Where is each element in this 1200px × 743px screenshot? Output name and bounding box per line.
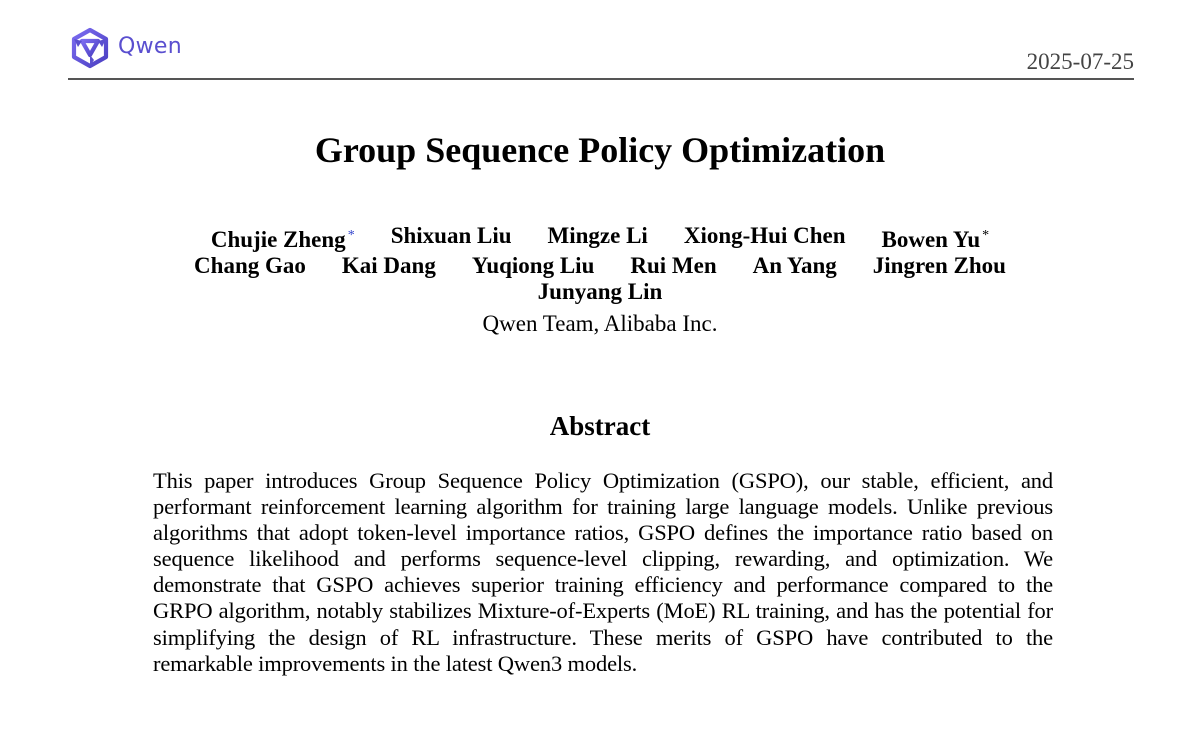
abstract-text: This paper introduces Group Sequence Policy Optimization (GSPO), our stable, efficient, and performant reinforcement learning algorithm for training large language models. Unlike previous algorithms that adopt token-level importance ratios, GSPO defines the importance ratio based on sequence likelihood and performs sequence-level clipping, rewarding, and optimization. We demonstrate that GSPO achieves superior training efficiency and performance compared to the GRPO algorithm, notably stabilizes Mixture-of-Experts (MoE) RL training, and has the potential for simplifying the design of RL infrastructure. These merits of GSPO have contributed to the remarkable improvements in the latest Qwen3 models. <box>153 468 1053 676</box>
author-row <box>0 223 1200 253</box>
qwen-logo <box>68 24 182 72</box>
author: Chujie Zheng * <box>210 227 355 252</box>
author: An Yang <box>752 253 837 278</box>
author: Xiong-Hui Chen <box>683 223 846 248</box>
equal-contribution-mark: * <box>982 228 990 243</box>
publication-date: 2025-07-25 <box>1026 49 1134 74</box>
author: Shixuan Liu <box>390 223 512 248</box>
author: Chang Gao <box>194 253 306 278</box>
author: Yuqiong Liu <box>471 253 595 278</box>
author-row <box>0 279 1200 305</box>
abstract-heading: Abstract <box>549 411 651 441</box>
author: Mingze Li <box>547 223 648 248</box>
author: Jingren Zhou <box>872 253 1006 278</box>
qwen-logo-icon <box>68 26 112 70</box>
author: Junyang Lin <box>537 279 663 304</box>
header-divider <box>68 78 1134 80</box>
paper-title: Group Sequence Policy Optimization <box>314 130 886 170</box>
author: Rui Men <box>630 253 717 278</box>
equal-contribution-mark: * <box>347 228 355 243</box>
author: Kai Dang <box>341 253 436 278</box>
author-row <box>0 253 1200 279</box>
affiliation: Qwen Team, Alibaba Inc. <box>482 311 718 336</box>
author: Bowen Yu * <box>881 227 990 252</box>
author-list <box>0 223 1200 305</box>
logo-wordmark: Qwen <box>118 34 182 59</box>
